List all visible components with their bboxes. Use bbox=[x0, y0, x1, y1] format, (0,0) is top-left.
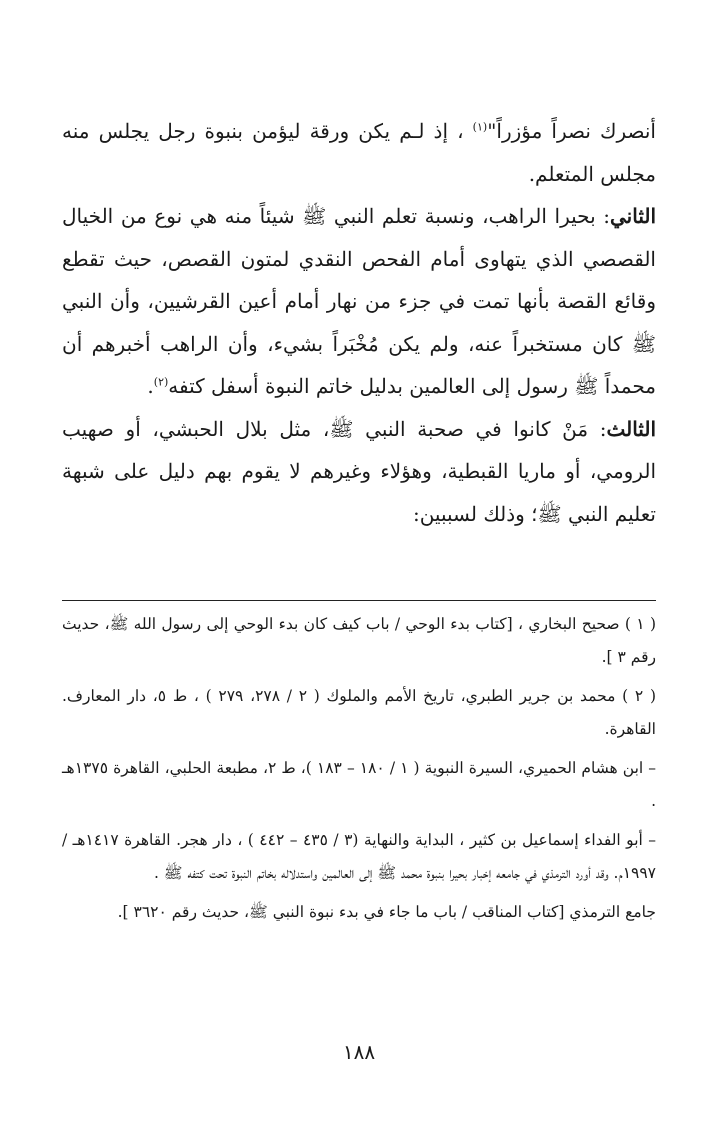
page-number: ١٨٨ bbox=[342, 1040, 376, 1064]
footnote-2-source-tirmidhi: جامع الترمذي [كتاب المناقب / باب ما جاء في بدء نبوة النبي ﷺ، حديث رقم ٣٦٢٠ ]. bbox=[117, 903, 656, 921]
footnote-1: ( ١ ) صحيح البخاري ، [كتاب بدء الوحي / باب كيف كان بدء الوحي إلى رسول الله ﷺ، حديث رقم ٣ ]. bbox=[62, 615, 656, 666]
footnote-2: ( ٢ ) محمد بن جرير الطبري، تاريخ الأمم والملوك ( ٢ / ٢٧٨، ٢٧٩ ) ، ط ٥، دار المعارف. القاهرة. bbox=[62, 687, 656, 738]
paragraph-1-text: أنصرك نصراً مؤزراً" bbox=[487, 119, 656, 143]
footnote-separator bbox=[62, 600, 656, 601]
paragraph-1 bbox=[62, 110, 656, 195]
paragraph-3-text: : مَنْ كانوا في صحبة النبي ﷺ، مثل بلال الحبشي، أو صهيب الرومي، أو ماريا القبطية، وهؤلاء وغيرهم لا يقوم بهم دليل على شبهة تعليم النبي ﷺ؛ وذلك لسببين: bbox=[62, 416, 656, 526]
footnote-2-source-ibn-hisham: – ابن هشام الحميري، السيرة النبوية ( ١ / ١٨٠ – ١٨٣ )، ط ٢، مطبعة الحلبي، القاهرة ١٣٧٥هـ . bbox=[62, 759, 657, 810]
paragraph-3 bbox=[62, 408, 656, 536]
paragraph-2-tail: . bbox=[147, 374, 154, 398]
footnote-ref-1: (١) bbox=[472, 120, 488, 134]
paragraph-2 bbox=[62, 195, 656, 408]
footnote-ref-2: (٢) bbox=[153, 375, 169, 389]
footnotes bbox=[62, 608, 656, 935]
footnote-2-source-ibn-kathir: – أبو الفداء إسماعيل بن كثير ، البداية والنهاية (٣ / ٤٣٥ – ٤٤٢ ) ، دار هجر. القاهرة ١٤١٧هـ / ١٩٩٧م. وقد أورد الترمذي في جامعه إخبار بحيرا بنبوة محمد ﷺ إلى العالمين واستدلاله بخاتم النبوة تحت كتفه ﷺ . bbox=[62, 831, 657, 882]
paragraph-2-heading: الثاني bbox=[609, 204, 656, 228]
paragraph-3-heading: الثالث bbox=[606, 416, 656, 441]
main-text bbox=[62, 110, 656, 535]
paragraph-2-text: : بحيرا الراهب، ونسبة تعلم النبي ﷺ شيئاً منه هي نوع من الخيال القصصي الذي يتهاوى أمام الفحص النقدي لمتون القصص، حيث تقطع وقائع القصة بأنها تمت في جزء من نهار أمام أعين القرشيين، وأن النبي ﷺ كان مستخبراً عنه، ولم يكن مُخْبَراً بشيء، وأن الراهب أخبرهم أن محمداً ﷺ رسول إلى العالمين بدليل خاتم النبوة أسفل كتفه bbox=[62, 204, 656, 398]
paragraph-1-tail: ، إذ لـم يكن ورقة ليؤمن بنبوة رجل يجلس منه مجلس المتعلم. bbox=[62, 119, 656, 186]
